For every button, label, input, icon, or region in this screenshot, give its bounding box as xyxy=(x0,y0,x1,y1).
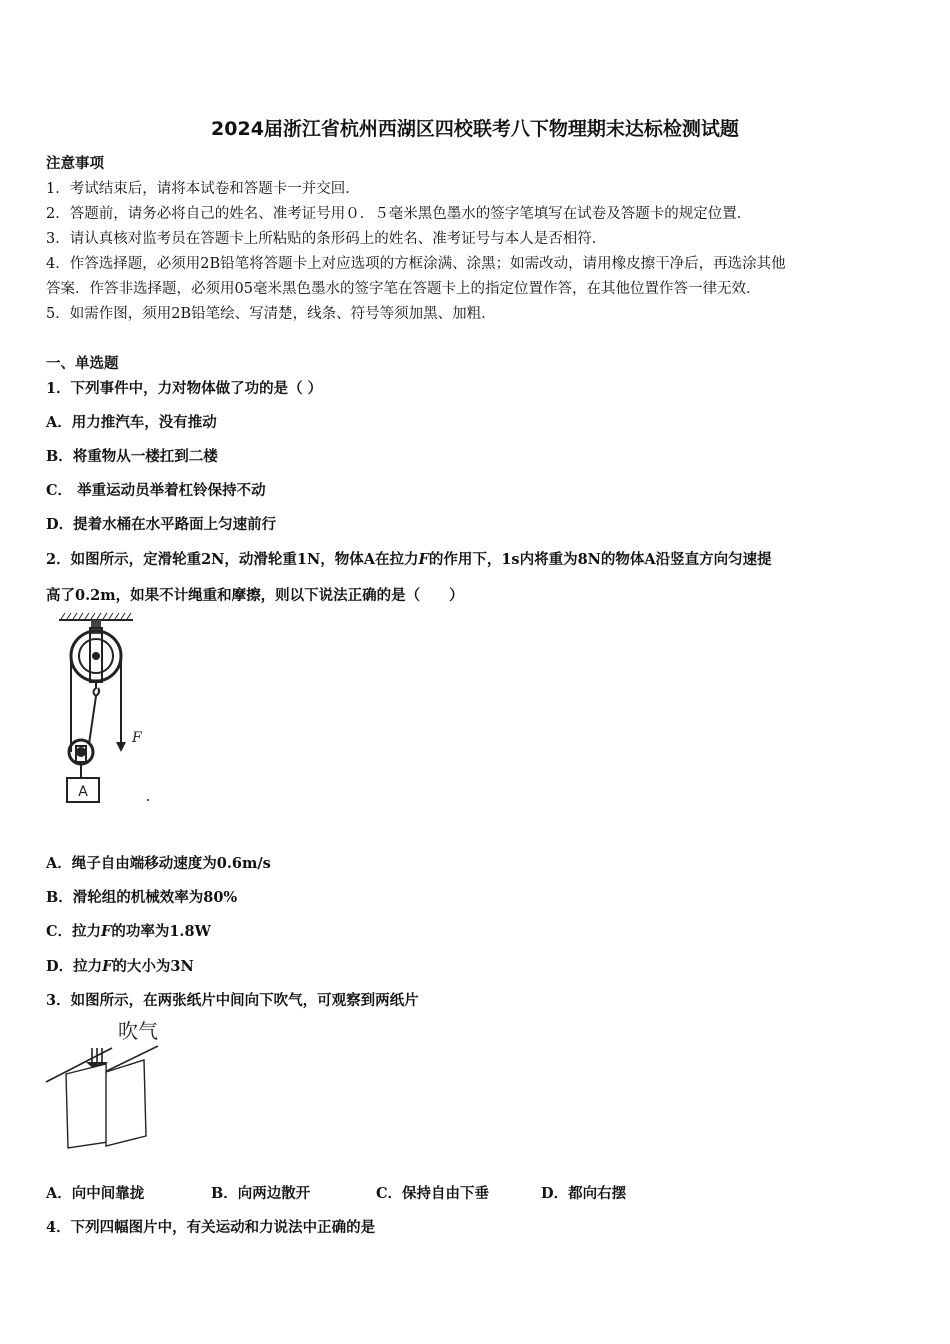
q2-option-c: C．拉力F的功率为1.8W xyxy=(46,923,211,940)
q2-stem-line1: 2．如图所示，定滑轮重2N，动滑轮重1N，物体A在拉力F的作用下，1s内将重为8N的物体A沿竖直方向匀速提 xyxy=(46,551,772,568)
q3-stem: 3．如图所示，在两张纸片中间向下吹气，可观察到两纸片 xyxy=(46,992,419,1009)
notice-item: 4．作答选择题，必须用2B铅笔将答题卡上对应选项的方框涂满、涂黑；如需改动，请用橡皮擦干净后，再选涂其他 xyxy=(46,256,786,272)
q3-option-c: C．保持自由下垂 xyxy=(376,1185,490,1202)
q1-option-c: C． 举重运动员举着杠铃保持不动 xyxy=(46,482,266,499)
pulley-diagram xyxy=(55,612,165,812)
notice-item: 3．请认真核对监考员在答题卡上所粘贴的条形码上的姓名、准考证号与本人是否相符． xyxy=(46,231,607,247)
force-label: F xyxy=(132,730,142,746)
q1-stem: 1．下列事件中，力对物体做了功的是（ ） xyxy=(46,380,323,397)
q3-option-b: B．向两边散开 xyxy=(211,1185,311,1202)
q2-option-d: D．拉力F的大小为3N xyxy=(46,958,194,975)
block-label: A xyxy=(78,784,88,800)
notice-item: 答案．作答非选择题，必须用05毫米黑色墨水的签字笔在答题卡上的指定位置作答，在其他位置作答一律无效． xyxy=(46,281,761,297)
q1-option-b: B．将重物从一楼扛到二楼 xyxy=(46,448,218,465)
q2-stem-line2: 高了0.2m，如果不计绳重和摩擦，则以下说法正确的是（ ） xyxy=(46,587,464,604)
paper-diagram xyxy=(44,1016,184,1152)
section-heading: 一、单选题 xyxy=(46,355,119,372)
page-title: 2024届浙江省杭州西湖区四校联考八下物理期末达标检测试题 xyxy=(211,118,739,140)
notice-item: 2．答题前，请务必将自己的姓名、准考证号用０．５毫米黑色墨水的签字笔填写在试卷及答题卡的规定位置． xyxy=(46,206,752,222)
notice-item: 1．考试结束后，请将本试卷和答题卡一并交回． xyxy=(46,181,360,197)
q3-option-d: D．都向右摆 xyxy=(541,1185,627,1202)
q1-option-a: A．用力推汽车，没有推动 xyxy=(46,414,217,431)
q2-option-a: A．绳子自由端移动速度为0.6m/s xyxy=(46,855,271,872)
notice-item: 5．如需作图，须用2B铅笔绘、写清楚，线条、符号等须加黑、加粗． xyxy=(46,306,496,322)
q2-option-b: B．滑轮组的机械效率为80% xyxy=(46,889,238,906)
notice-heading: 注意事项 xyxy=(46,155,104,172)
q1-option-d: D．提着水桶在水平路面上匀速前行 xyxy=(46,516,277,533)
q3-option-a: A．向中间靠拢 xyxy=(46,1185,145,1202)
q4-stem: 4．下列四幅图片中，有关运动和力说法中正确的是 xyxy=(46,1219,376,1236)
blow-label: 吹气 xyxy=(118,1019,158,1043)
